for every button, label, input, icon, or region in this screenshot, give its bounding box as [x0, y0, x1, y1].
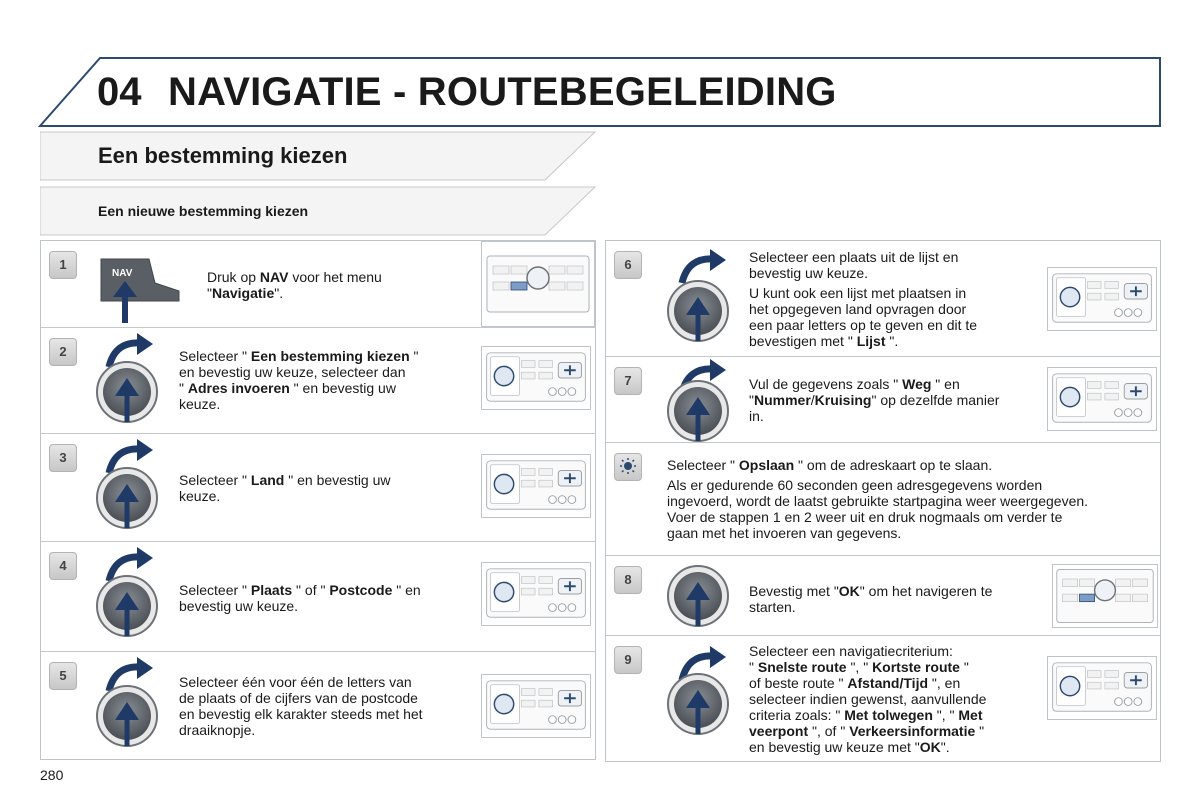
nav-button-label: NAV — [112, 268, 133, 279]
step-badge: 7 — [614, 367, 642, 395]
nav-button-icon — [95, 251, 181, 323]
chapter-title: NAVIGATIE - ROUTEBEGELEIDING — [168, 70, 837, 114]
step-6 — [606, 241, 1160, 357]
section-title: Een bestemming kiezen — [98, 143, 348, 168]
step-badge: 9 — [614, 646, 642, 674]
page-number: 280 — [40, 767, 64, 783]
lightbulb-icon — [618, 457, 638, 477]
step-4-text: Selecteer " Plaats " of " Postcode " en bevestig uw keuze. — [179, 582, 421, 614]
knob-icon — [666, 564, 730, 628]
steps-right-column — [605, 240, 1161, 762]
knob-icon — [666, 379, 730, 443]
knob-icon — [666, 279, 730, 343]
knob-icon — [95, 466, 159, 530]
control-panel-image — [481, 241, 595, 327]
step-9-text: Selecteer een navigatiecriterium: " Snelste route ", " Kortste route " of beste route " Afstand/Tijd ", en selecteer indien gewenst, aanvullende criteria zoals: " Met tolwegen ", " Met veerpont ", of " Verkeersinformatie " en bevestig uw keuze met "OK". — [749, 643, 987, 755]
step-1-text: Druk op NAV voor het menu "Navigatie". — [207, 269, 382, 301]
step-badge: 6 — [614, 251, 642, 279]
step-2 — [41, 328, 595, 434]
step-5 — [41, 652, 595, 759]
knob-icon — [95, 574, 159, 638]
subsection-title: Een nieuwe bestemming kiezen — [98, 203, 309, 219]
step-badge: 1 — [49, 251, 77, 279]
tip-box — [606, 443, 1160, 556]
chapter-number: 04 — [97, 70, 142, 114]
step-1 — [41, 241, 595, 328]
control-panel-image — [481, 346, 591, 410]
step-9 — [606, 636, 1160, 761]
step-badge: 4 — [49, 552, 77, 580]
step-3 — [41, 434, 595, 542]
step-badge: 8 — [614, 566, 642, 594]
steps-left-column — [40, 240, 596, 760]
step-8 — [606, 556, 1160, 636]
step-2-text: Selecteer " Een bestemming kiezen " en bevestig uw keuze, selecteer dan " Adres invoeren " en bevestig uw keuze. — [179, 348, 419, 412]
control-panel-image — [1047, 656, 1157, 720]
knob-icon — [666, 672, 730, 736]
step-3-text: Selecteer " Land " en bevestig uw keuze. — [179, 472, 391, 504]
step-badge: 2 — [49, 338, 77, 366]
step-7 — [606, 357, 1160, 443]
control-panel-image — [1047, 367, 1157, 431]
tip-text: Selecteer " Opslaan " om de adreskaart op te slaan. Als er gedurende 60 seconden geen adresgegevens worden ingevoerd, wordt de laatst gebruikte startpagina weer weergegeven. Voer de stappen 1 en 2 weer uit en druk nogmaals om verder te gaan met het invoeren van gegevens. — [667, 457, 1089, 541]
step-8-text: Bevestig met "OK" om het navigeren te starten. — [749, 583, 993, 615]
step-badge: 3 — [49, 444, 77, 472]
step-4 — [41, 542, 595, 652]
control-panel-image — [481, 454, 591, 518]
knob-icon — [95, 684, 159, 748]
control-panel-image — [481, 674, 591, 738]
control-panel-image — [481, 562, 591, 626]
control-panel-image — [1052, 564, 1158, 628]
step-7-text: Vul de gegevens zoals " Weg " en "Nummer/Kruising" op dezelfde manier in. — [749, 376, 1000, 424]
control-panel-image — [1047, 267, 1157, 331]
step-6-text: Selecteer een plaats uit de lijst en bevestig uw keuze. U kunt ook een lijst met plaatsen in het opgegeven land opvragen door een paar letters op te geven en dit te bevestigen met " Lijst ". — [749, 249, 978, 349]
step-badge: 5 — [49, 662, 77, 690]
knob-icon — [95, 360, 159, 424]
step-5-text: Selecteer één voor één de letters van de plaats of de cijfers van de postcode en bevestig elk karakter steeds met het draaiknopje. — [179, 674, 423, 738]
